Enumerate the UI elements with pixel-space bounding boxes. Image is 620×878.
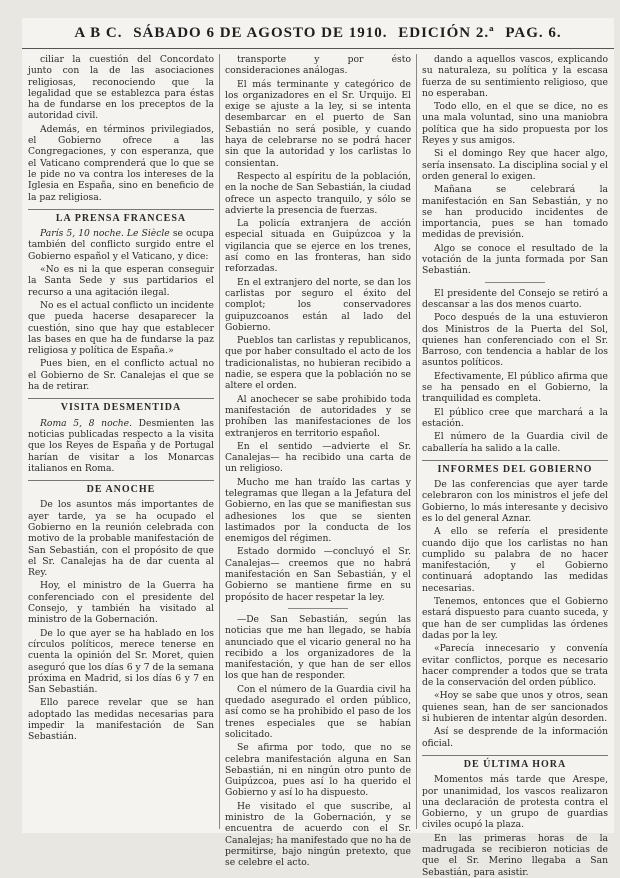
paragraph [28,418,214,474]
paragraph: Efectivamente, El público afirma que se ha pensado en el Gobierno, la tranquilidad es completa. [422,370,608,405]
paragraph: dando a aquellos vascos, explicando su naturaleza, su política y la escasa fuerza de su sentimiento religioso, que no esperaban. [422,54,608,99]
paragraph: El más terminante y categórico de los organizadores en el Sr. Urquijo. El exige se ajuste a la ley, si se intenta desembarcar en el puerto de San Sebastián no será posible, y cuando haya de celebrarse no se podrá hacer sin que la autoridad y los carlistas lo consientan. [225,78,411,169]
paragraph: —De San Sebastián, según las noticias que me han llegado, se había anunciado que el vicario general no ha recibido a los organizadores de la manifestación, y que han de ser ellos los que han de responder. [225,613,411,682]
paragraph: El número de la Guardia civil de caballería ha salido a la calle. [422,431,608,454]
section-heading: DE ÚLTIMA HORA [422,755,608,770]
paragraph: Todo ello, en el que se dice, no es una mala voluntad, sino una maniobra política que ha sido propuesta por los Reyes y sus amigos. [422,101,608,147]
paragraph: De las conferencias que ayer tarde celebraron con los ministros el jefe del Gobierno, lo más interesante y decisivo es lo del general Aznar. [422,479,608,524]
paragraph: Se afirma por todo, que no se celebra manifestación alguna en San Sebastián, ni en ningún otro punto de Guipúzcoa, pues así lo ha querido el Gobierno y así lo ha dispuesto. [225,742,411,799]
paragraph: transporte y por ésto consideraciones análogas. [225,54,411,77]
paragraph-text: se ocupa también del conflicto surgido entre el Gobierno español y el Vaticano, y dice: [28,228,214,262]
column-divider [416,54,417,829]
header-page: PAG. 6. [505,25,562,41]
paragraph: De los asuntos más importantes de ayer tarde, ya se ha ocupado el Gobierno en la reunión celebrada con motivo de la probable manifestación de San Sebastián, con el propósito de que el Sr. Canalejas ha de dar cuenta al Rey. [28,499,214,579]
paragraph: En el sentido —advierte el Sr. Canalejas— ha recibido una carta de un religioso. [225,440,411,475]
paragraph: Mañana se celebrará la manifestación en San Sebastián, y no se han producido incidentes de importancia, pues se han tomado medidas de previsión. [422,184,608,241]
paragraph: Momentos más tarde que Arespe, por unanimidad, los vascos realizaron una declaración de protesta contra el Gobierno, y un grupo de guardias civiles ocupó la plaza. [422,774,608,831]
section-heading: DE ANOCHE [28,480,214,495]
section-heading: LA PRENSA FRANCESA [28,209,214,224]
paragraph: Al anochecer se sabe prohibido toda manifestación de autoridades y se prohíben las manifestaciones de los extranjeros en territorio español. [225,393,411,439]
paragraph: De lo que ayer se ha hablado en los círculos políticos, merece tenerse en cuenta la opinión del Sr. Moret, quien aseguró que los días 6 y 7 de la semana próxima en Madrid, si los días 6 y 7 en San Sebastián. [28,627,214,696]
paragraph: Hoy, el ministro de la Guerra ha conferenciado con el presidente del Consejo, y también ha visitado al ministro de la Gobernación. [28,580,214,626]
newspaper-page [22,18,614,878]
header-edition: EDICIÓN 2.ª [398,25,495,41]
paragraph: Estado dormido —concluyó el Sr. Canalejas— creemos que no habrá manifestación en San Sebastián, y el Gobierno se mantiene firme en su propósito de hacer respetar la ley. [225,546,411,603]
paragraph: En el extranjero del norte, se dan los carlistas por seguro el éxito del complot; los conservadores guipuzcoanos están al lado del Gobierno. [225,276,411,333]
paragraph: Si el domingo Rey que hacer algo, sería insensato. La disciplina social y el orden general lo exigen. [422,148,608,182]
column-divider [219,54,220,829]
column-2 [225,54,411,869]
paragraph: En las primeras horas de la madrugada se recibieron noticias de que el Sr. Merino llegaba a San Sebastián, para asistir. [422,832,608,878]
paragraph: Así se desprende de la información oficial. [422,726,608,749]
paragraph: El presidente del Consejo se retiró a descansar a las dos menos cuarto. [422,287,608,310]
separator [288,608,348,609]
paragraph: He visitado el que suscribe, al ministro de la Gobernación, y se encuentra de acuerdo con el Sr. Canalejas; ha manifestado que no ha de permitirse, bajo ningún pretexto, que se celebre el acto. [225,800,411,869]
dateline: Roma 5, 8 noche. [40,417,133,429]
paragraph: «Parecía innecesario y convenía evitar conflictos, porque es necesario hacer comprender a todos que se trata de la conservación del orden público. [422,643,608,689]
paragraph: La policía extranjera de acción especial situada en Guipúzcoa y la vigilancia que se ejerce en los trenes, así como en las fronteras, han sido reforzadas. [225,218,411,275]
paragraph: Poco después de la una estuvieron dos Ministros de la Puerta del Sol, quienes han conferenciado con el Sr. Barroso, con tendencia a hablar de los asuntos políticos. [422,312,608,369]
paragraph: A ello se refería el presidente cuando dijo que los carlistas no han cumplido su palabra de no hacer manifestación, y el Gobierno continuará adoptando las medidas necesarias. [422,526,608,594]
paragraph: «Hoy se sabe que unos y otros, sean quienes sean, han de ser sancionados si hubieren de intentar algún desorden. [422,690,608,725]
paragraph: El público cree que marchará a la estación. [422,406,608,429]
column-1 [28,54,214,829]
paragraph: Tenemos, entonces que el Gobierno estará dispuesto para cuanto suceda, y que han de ser cumplidas las órdenes dadas por la ley. [422,596,608,641]
page-header [22,20,614,49]
header-abc: A B C. [74,25,123,41]
paragraph: Con el número de la Guardia civil ha quedado asegurado el orden público, así como se ha prohibido el paso de los trenes especiales que se habían solicitado. [225,683,411,740]
section-heading: VISITA DESMENTIDA [28,398,214,413]
dateline: París 5, 10 noche. Le Siècle [40,228,170,240]
paragraph: Ello parece revelar que se han adoptado las medidas necesarias para impedir la manifestación de San Sebastián. [28,697,214,743]
paragraph: Mucho me han traído las cartas y telegramas que llegan a la Jefatura del Gobierno, en las que se manifiestan sus adhesiones los que se sienten lastimados por la conducta de los enemigos del régimen. [225,476,411,545]
paragraph: «No es ni la que esperan conseguir la Santa Sede y sus partidarios el recurso a una agitación ilegal. [28,264,214,298]
column-3 [422,54,608,878]
paragraph: Además, en términos privilegiados, el Gobierno ofrece a las Congregaciones, y con esperanza, que el Vaticano comprenderá que lo que se le pide no va contra los intereses de la Iglesia en España, sino en beneficio de la paz religiosa. [28,123,214,203]
paragraph: ciliar la cuestión del Concordato junto con la de las asociaciones religiosas, reconociendo que la legalidad que se establezca para éstas ha de fundarse en los preceptos de la autoridad civil. [28,54,214,122]
paragraph [28,228,214,262]
paragraph: No es el actual conflicto un incidente que pueda hacerse desaparecer la cuestión, sino que hay que establecer las bases en que ha de fundarse la paz religiosa y política de España.» [28,299,214,357]
separator [485,282,545,283]
paragraph: Pueblos tan carlistas y republicanos, que por haber consultado el acto de los tradicionalistas, no hubieran recibido a nadie, se espera que la población no se altere el orden. [225,335,411,392]
paragraph-text: Desmienten las noticias publicadas respecto a la visita que los Reyes de España y de Portugal harían de visitar a los Monarcas italianos en Roma. [28,417,215,474]
section-heading: INFORMES DEL GOBIERNO [422,460,608,475]
paragraph: Respecto al espíritu de la población, en la noche de San Sebastián, la ciudad ofrece un aspecto tranquilo, y sólo se advierte la presencia de fuerzas. [225,170,411,216]
paragraph: Algo se conoce el resultado de la votación de la junta formada por San Sebastián. [422,242,608,277]
header-date: SÁBADO 6 DE AGOSTO DE 1910. [133,25,388,41]
paragraph: Pues bien, en el conflicto actual no el Gobierno de Sr. Canalejas el que se ha de retirar. [28,358,214,393]
